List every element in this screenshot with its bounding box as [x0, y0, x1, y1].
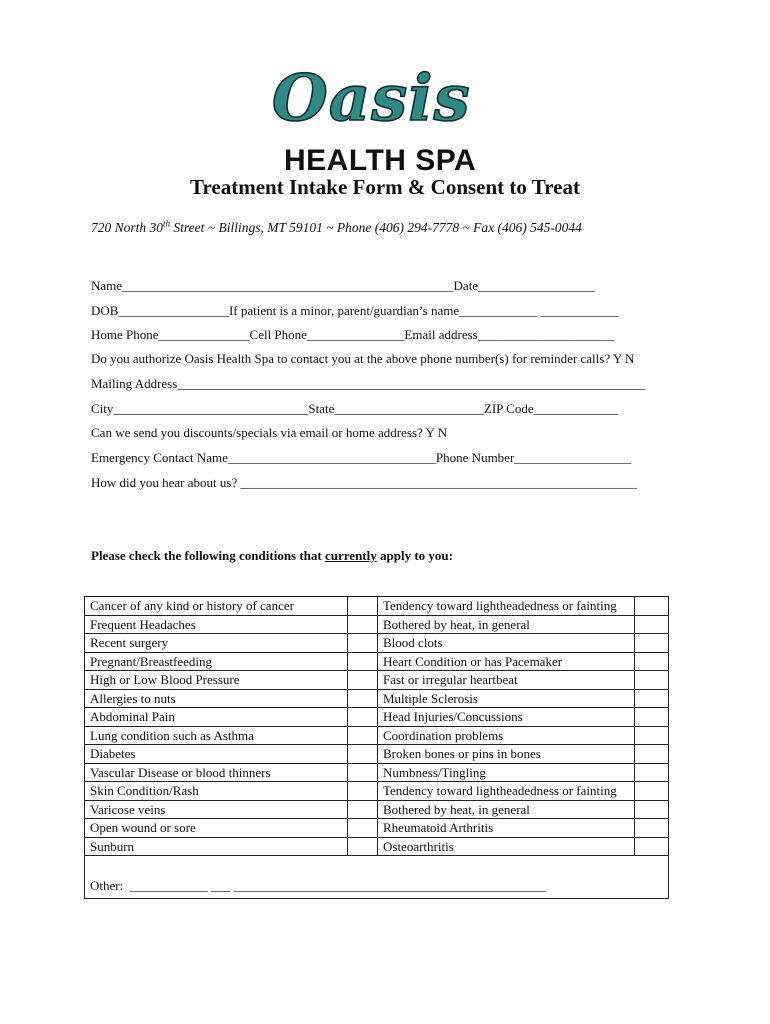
condition-label-right: Multiple Sclerosis — [378, 689, 635, 708]
condition-checkbox-left[interactable] — [347, 782, 377, 801]
condition-label-left: Lung condition such as Asthma — [85, 726, 348, 745]
conditions-heading — [91, 548, 453, 564]
condition-checkbox-right[interactable] — [635, 652, 669, 671]
condition-checkbox-left[interactable] — [347, 652, 377, 671]
condition-label-left: Open wound or sore — [85, 819, 348, 838]
condition-checkbox-right[interactable] — [635, 745, 669, 764]
condition-label-right: Rheumatoid Arthritis — [378, 819, 635, 838]
condition-row — [85, 689, 669, 708]
condition-label-left: Varicose veins — [85, 800, 348, 819]
condition-label-right: Numbness/Tingling — [378, 763, 635, 782]
condition-row — [85, 745, 669, 764]
condition-row — [85, 726, 669, 745]
phone-email-field[interactable]: Home Phone______________Cell Phone_______________Email address_____________________ — [91, 327, 615, 342]
condition-label-left: Sunburn — [85, 837, 348, 856]
condition-checkbox-right[interactable] — [635, 634, 669, 653]
address-part-2: Street ~ Billings, MT 59101 ~ Phone (406) 294-7778 ~ Fax (406) 545-0044 — [170, 220, 582, 235]
condition-label-right: Bothered by heat, in general — [378, 615, 635, 634]
condition-row — [85, 615, 669, 634]
condition-checkbox-left[interactable] — [347, 634, 377, 653]
condition-checkbox-left[interactable] — [347, 726, 377, 745]
condition-checkbox-right[interactable] — [635, 837, 669, 856]
other-write-in-line[interactable]: ____________ ___ ________________________________________________ — [129, 878, 546, 893]
conditions-table-body — [85, 597, 669, 899]
logo-subtitle-text: HEALTH SPA — [284, 144, 477, 177]
condition-checkbox-right[interactable] — [635, 597, 669, 616]
condition-label-left: Abdominal Pain — [85, 708, 348, 727]
condition-checkbox-right[interactable] — [635, 782, 669, 801]
condition-label-right: Tendency toward lightheadedness or fainting — [378, 782, 635, 801]
condition-row — [85, 837, 669, 856]
conditions-heading-after: apply to you: — [376, 548, 453, 563]
condition-checkbox-right[interactable] — [635, 800, 669, 819]
address-part-1: 720 North 30 — [91, 220, 164, 235]
condition-label-left: Pregnant/Breastfeeding — [85, 652, 348, 671]
condition-checkbox-left[interactable] — [347, 689, 377, 708]
emergency-contact-field[interactable]: Emergency Contact Name________________________________Phone Number__________________ — [91, 450, 632, 465]
condition-row — [85, 782, 669, 801]
condition-checkbox-left[interactable] — [347, 763, 377, 782]
condition-checkbox-right[interactable] — [635, 689, 669, 708]
condition-row — [85, 634, 669, 653]
other-condition-row — [85, 856, 669, 899]
condition-label-left: Cancer of any kind or history of cancer — [85, 597, 348, 616]
condition-row — [85, 597, 669, 616]
condition-checkbox-left[interactable] — [347, 837, 377, 856]
oasis-health-spa-logo — [262, 48, 512, 178]
condition-label-right: Tendency toward lightheadedness or fainting — [378, 597, 635, 616]
other-label: Other: — [90, 878, 124, 893]
condition-label-left: Diabetes — [85, 745, 348, 764]
condition-label-left: Frequent Headaches — [85, 615, 348, 634]
condition-row — [85, 819, 669, 838]
condition-label-left: Skin Condition/Rash — [85, 782, 348, 801]
referral-source-field[interactable]: How did you hear about us? _____________________________________________________________ — [91, 475, 637, 490]
condition-checkbox-left[interactable] — [347, 800, 377, 819]
logo-graphic — [262, 48, 512, 178]
condition-label-left: Allergies to nuts — [85, 689, 348, 708]
condition-label-left: Recent surgery — [85, 634, 348, 653]
condition-label-right: Bothered by heat, in general — [378, 800, 635, 819]
condition-row — [85, 708, 669, 727]
mailing-address-field[interactable]: Mailing Address________________________________________________________________________ — [91, 376, 646, 391]
condition-label-left: High or Low Blood Pressure — [85, 671, 348, 690]
condition-label-left: Vascular Disease or blood thinners — [85, 763, 348, 782]
condition-checkbox-right[interactable] — [635, 726, 669, 745]
condition-label-right: Heart Condition or has Pacemaker — [378, 652, 635, 671]
condition-checkbox-right[interactable] — [635, 615, 669, 634]
name-date-field[interactable]: Name___________________________________________________Date__________________ — [91, 278, 596, 293]
condition-row — [85, 800, 669, 819]
condition-label-right: Broken bones or pins in bones — [378, 745, 635, 764]
dob-guardian-field[interactable]: DOB_________________If patient is a minor, parent/guardian’s name____________ ____________ — [91, 303, 619, 318]
conditions-heading-before: Please check the following conditions that — [91, 548, 325, 563]
address-superscript: th — [163, 218, 171, 229]
discounts-question[interactable]: Can we send you discounts/specials via email or home address? Y N — [91, 425, 448, 440]
condition-checkbox-left[interactable] — [347, 745, 377, 764]
condition-checkbox-right[interactable] — [635, 819, 669, 838]
conditions-table — [84, 596, 669, 899]
condition-label-right: Head Injuries/Concussions — [378, 708, 635, 727]
condition-checkbox-left[interactable] — [347, 615, 377, 634]
other-condition-cell[interactable] — [85, 856, 669, 899]
condition-checkbox-left[interactable] — [347, 671, 377, 690]
condition-label-right: Osteoarthritis — [378, 837, 635, 856]
conditions-heading-emphasis: currently — [325, 548, 377, 563]
spa-address — [91, 220, 582, 236]
condition-checkbox-left[interactable] — [347, 708, 377, 727]
condition-checkbox-left[interactable] — [347, 819, 377, 838]
reminder-calls-question[interactable]: Do you authorize Oasis Health Spa to contact you at the above phone number(s) for reminder calls? Y N — [91, 351, 635, 366]
condition-label-right: Coordination problems — [378, 726, 635, 745]
logo-script-text: Oasis — [272, 61, 471, 136]
condition-checkbox-right[interactable] — [635, 763, 669, 782]
condition-row — [85, 671, 669, 690]
form-title: Treatment Intake Form & Consent to Treat — [190, 175, 580, 199]
condition-checkbox-left[interactable] — [347, 597, 377, 616]
city-state-zip-field[interactable]: City______________________________State_______________________ZIP Code_____________ — [91, 401, 619, 416]
condition-label-right: Blood clots — [378, 634, 635, 653]
condition-checkbox-right[interactable] — [635, 671, 669, 690]
condition-label-right: Fast or irregular heartbeat — [378, 671, 635, 690]
condition-checkbox-right[interactable] — [635, 708, 669, 727]
condition-row — [85, 652, 669, 671]
condition-row — [85, 763, 669, 782]
